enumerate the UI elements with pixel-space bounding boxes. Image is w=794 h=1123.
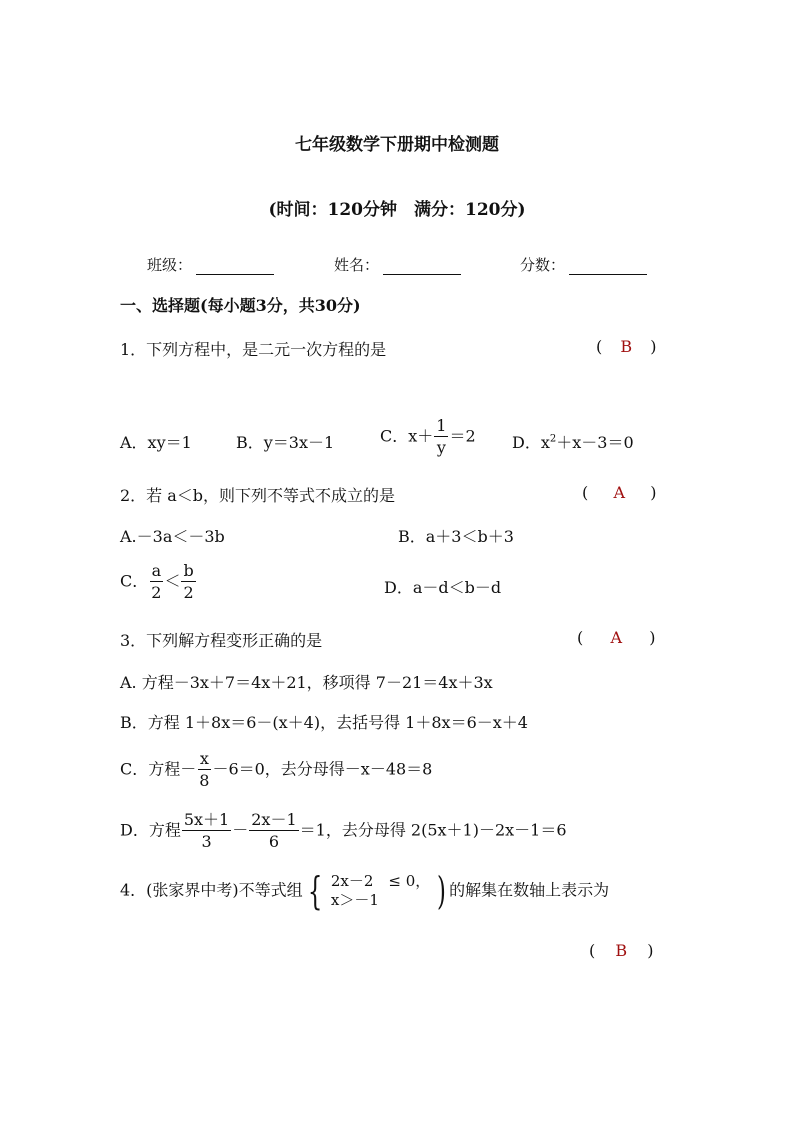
- q1-option-a: A．xy＝1: [120, 433, 192, 452]
- question-4-stem: 4．(张家界中考)不等式组 { 2x－2 ≤ 0， x＞－1 ) 的解集在数轴上表示为: [120, 869, 610, 913]
- question-4-answer: ( B ): [589, 941, 654, 960]
- q2-option-a: A.－3a＜－3b: [120, 527, 225, 546]
- page-subtitle: (时间：120分钟 满分：120分): [268, 200, 526, 220]
- q3-option-b: B．方程 1＋8x＝6－(x＋4)，去括号得 1＋8x＝6－x＋4: [120, 713, 528, 732]
- q2-option-b: B．a＋3＜b＋3: [398, 527, 514, 546]
- q1-option-d: D．$x^2+x-3=0$: [512, 433, 634, 452]
- q2-option-c: C． $\frac{a}{2}$ ＜ $\frac{b}{2}$: [120, 561, 194, 602]
- q3-option-d: D．方程 $\frac{5x+1}{3}$ － $\frac{2x-1}{6}$ ＝1，去分母得 2(5x＋1)－2x－1＝6: [120, 810, 567, 851]
- right-paren: ): [437, 869, 447, 913]
- q3-option-a: A. 方程－3x＋7＝4x＋21，移项得 7－21＝4x＋3x: [120, 673, 493, 692]
- question-3-stem: 3．下列解方程变形正确的是: [120, 631, 323, 650]
- question-2-stem: 2．若 a＜b，则下列不等式不成立的是: [120, 486, 396, 505]
- fraction: $\frac{a}{2}$: [151, 561, 162, 602]
- question-1-answer: ( B ): [596, 337, 657, 356]
- name-blank[interactable]: [383, 258, 461, 275]
- inequality-system: { 2x－2 ≤ 0， x＞－1 ): [307, 869, 447, 913]
- score-label: 分数：: [520, 256, 566, 274]
- name-label: 姓名：: [334, 256, 380, 274]
- fraction: $\frac{5x+1}{3}$: [183, 810, 230, 851]
- score-field: [520, 254, 647, 275]
- left-brace: {: [307, 869, 323, 913]
- answer-letter: A: [613, 483, 626, 502]
- answer-letter: B: [620, 337, 633, 356]
- fraction: $\frac{1}{y}$: [436, 416, 447, 457]
- question-1-stem: 1．下列方程中，是二元一次方程的是: [120, 340, 387, 359]
- page-title: 七年级数学下册期中检测题: [295, 135, 499, 155]
- question-3-answer: ( A ): [577, 628, 656, 647]
- class-label: 班级：: [147, 256, 193, 274]
- q2-option-d: D．a－d＜b－d: [384, 578, 502, 597]
- q3-option-c: C．方程－ $\frac{x}{8}$ －6＝0，去分母得－x－48＝8: [120, 749, 433, 790]
- class-field: [147, 254, 274, 275]
- answer-letter: A: [610, 628, 623, 647]
- q1-option-b: B．y＝3x－1: [236, 433, 335, 452]
- q1-option-c: C．x＋ $\frac{1}{y}$ ＝2: [380, 416, 476, 457]
- name-field: [334, 254, 461, 275]
- class-blank[interactable]: [196, 258, 274, 275]
- fraction: $\frac{x}{8}$: [199, 749, 210, 790]
- answer-letter: B: [615, 941, 628, 960]
- question-2-answer: ( A ): [582, 483, 657, 502]
- section-heading: 一、选择题(每小题3分，共30分): [120, 296, 361, 315]
- score-blank[interactable]: [569, 258, 647, 275]
- fraction: $\frac{2x-1}{6}$: [251, 810, 297, 851]
- fraction: $\frac{b}{2}$: [183, 561, 194, 602]
